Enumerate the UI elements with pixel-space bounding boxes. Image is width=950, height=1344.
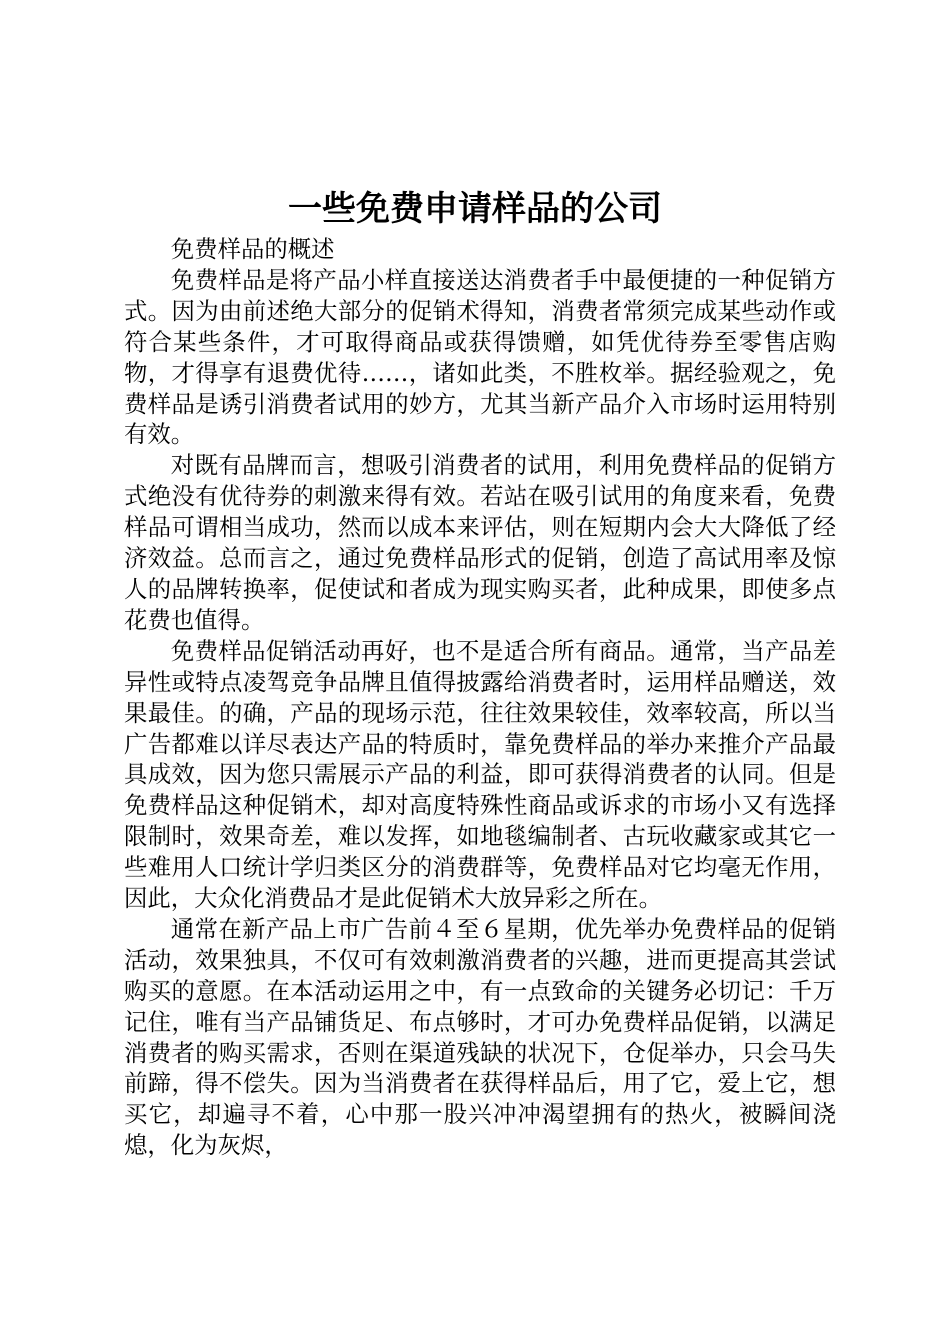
paragraph-3: 免费样品促销活动再好，也不是适合所有商品。通常，当产品差异性或特点凌驾竞争品牌且值得披露给消费者时，运用样品赠送，效果最佳。的确，产品的现场示范，往往效果较佳，效率较高，所以当广告都难以详尽表达产品的特质时，靠免费样品的举办来推介产品最具成效，因为您只需展示产品的利益，即可获得消费者的认同。但是免费样品这种促销术，却对高度特殊性商品或诉求的市场小又有选择限制时，效果奇差，难以发挥，如地毯编制者、古玩收藏家或其它一些难用人口统计学归类区分的消费群等，免费样品对它均毫无作用，因此，大众化消费品才是此促销术大放异彩之所在。 <box>124 636 836 913</box>
section-heading: 免费样品的概述 <box>170 235 335 263</box>
paragraph-2: 对既有品牌而言，想吸引消费者的试用，利用免费样品的促销方式绝没有优待券的刺激来得有效。若站在吸引试用的角度来看，免费样品可谓相当成功，然而以成本来评估，则在短期内会大大降低了经济效益。总而言之，通过免费样品形式的促销，创造了高试用率及惊人的品牌转换率，促使试和者成为现实购买者，此种成果，即使多点花费也值得。 <box>124 451 836 634</box>
document-title: 一些免费申请样品的公司 <box>288 189 662 229</box>
paragraph-1: 免费样品是将产品小样直接送达消费者手中最便捷的一种促销方式。因为由前述绝大部分的促销术得知，消费者常须完成某些动作或符合某些条件，才可取得商品或获得馈赠，如凭优待券至零售店购物，才得享有退费优待……，诸如此类，不胜枚举。据经验观之，免费样品是诱引消费者试用的妙方，尤其当新产品介入市场时运用特别有效。 <box>124 265 836 449</box>
paragraph-4: 通常在新产品上市广告前４至６星期，优先举办免费样品的促销活动，效果独具，不仅可有效刺激消费者的兴趣，进而更提高其尝试购买的意愿。在本活动运用之中，有一点致命的关键务必切记：千万记住，唯有当产品铺货足、布点够时，才可办免费样品促销，以满足消费者的购买需求，否则在渠道残缺的状况下，仓促举办，只会马失前蹄，得不偿失。因为当消费者在获得样品后，用了它，爱上它，想买它，却遍寻不着，心中那一股兴冲冲渴望拥有的热火，被瞬间浇熄，化为灰烬， <box>124 914 836 1160</box>
document-body <box>124 234 836 1161</box>
